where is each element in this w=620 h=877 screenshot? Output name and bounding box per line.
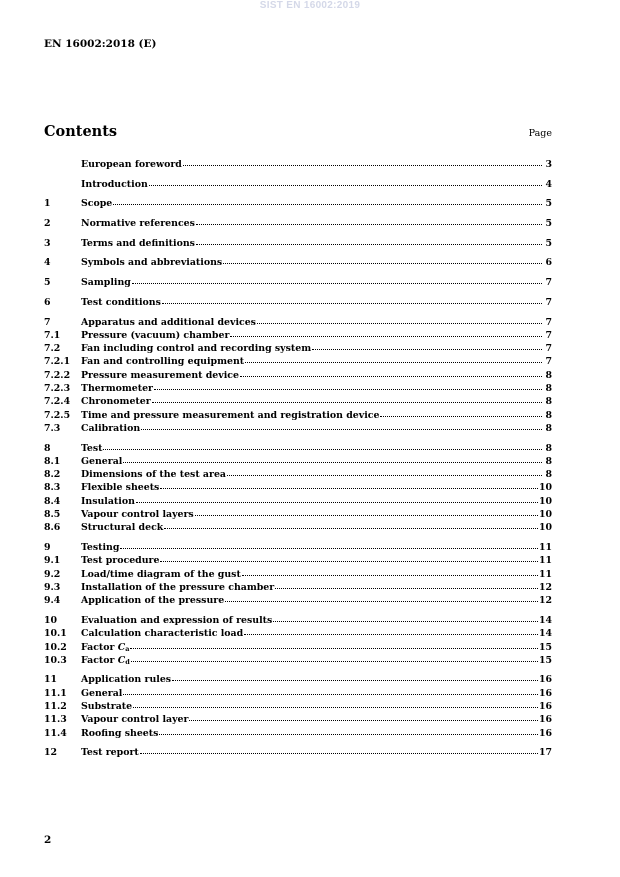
toc-leader-dots: [133, 698, 538, 708]
toc-entry[interactable]: [44, 441, 552, 454]
toc-entry-title: Pressure (vacuum) chamber: [81, 329, 230, 341]
toc-entry-page: 11: [538, 555, 552, 567]
toc-entry-title: Calculation characteristic load: [81, 628, 244, 640]
toc-entry[interactable]: [44, 295, 552, 308]
toc-entry[interactable]: [44, 196, 552, 209]
toc-entry-title: Load/time diagram of the gust: [81, 568, 241, 580]
footer-page-number: 2: [44, 834, 52, 846]
toc-entry-number: 10: [44, 614, 58, 626]
toc-entry-number: 9.3: [44, 581, 61, 593]
toc-entry-title: Chronometer: [81, 396, 151, 408]
toc-entry-page: 7: [545, 296, 552, 308]
toc-entry[interactable]: [44, 394, 552, 407]
toc-entry-number: 7.2: [44, 343, 61, 355]
toc-entry[interactable]: [44, 686, 552, 699]
toc-leader-dots: [160, 479, 538, 489]
toc-entry-symbol: C: [117, 654, 126, 666]
toc-entry-subscript: a: [125, 644, 130, 653]
toc-leader-dots: [196, 215, 542, 225]
toc-entry-title: Test procedure: [81, 555, 160, 567]
toc-entry-page: 3: [545, 159, 552, 170]
toc-leader-dots: [131, 652, 538, 662]
toc-entry-number: 9.1: [44, 555, 61, 567]
toc-entry-title: Factor $C_a$: [81, 641, 130, 653]
toc-leader-dots: [312, 340, 542, 350]
toc-entry-page: 10: [538, 482, 552, 494]
toc-entry[interactable]: [44, 593, 552, 606]
toc-entry-page: 5: [545, 218, 552, 230]
toc-entry-page: 6: [545, 257, 552, 269]
toc-entry-number: 7.2.2: [44, 369, 71, 381]
toc-entry-page: 5: [545, 198, 552, 210]
toc-leader-dots: [103, 440, 542, 450]
toc-entry-number: 10.1: [44, 628, 67, 640]
toc-entry[interactable]: [44, 640, 552, 653]
page-column-label: Page: [528, 128, 552, 139]
toc-entry-page: 16: [538, 701, 552, 713]
toc-entry[interactable]: [44, 341, 552, 354]
toc-entry-number: 8.4: [44, 495, 61, 507]
toc-entry-number: 3: [44, 237, 51, 249]
toc-entry[interactable]: [44, 553, 552, 566]
toc-entry[interactable]: [44, 613, 552, 626]
toc-entry-title: Time and pressure measurement and registration device: [81, 409, 380, 421]
toc-entry-page: 15: [538, 654, 552, 666]
toc-entry-page: 10: [538, 509, 552, 521]
toc-entry-title: Installation of the pressure chamber: [81, 581, 275, 593]
toc-entry-page: 7: [545, 277, 552, 289]
toc-leader-dots: [275, 579, 538, 589]
toc-entry-page: 10: [538, 522, 552, 534]
toc-entry[interactable]: [44, 275, 552, 288]
toc-entry[interactable]: [44, 653, 552, 666]
toc-entry-title: Testing: [81, 542, 120, 554]
toc-entry[interactable]: [44, 157, 552, 170]
toc-entry-page: 16: [538, 714, 552, 726]
toc-entry-page: 8: [545, 442, 552, 454]
toc-entry-number: 4: [44, 257, 51, 269]
toc-entry-page: 7: [545, 356, 552, 368]
toc-entry[interactable]: [44, 368, 552, 381]
toc-entry-title: General: [81, 455, 123, 467]
toc-entry[interactable]: [44, 745, 552, 758]
toc-leader-dots: [141, 420, 542, 430]
toc-entry-title: Test: [81, 442, 103, 454]
toc-entry[interactable]: [44, 328, 552, 341]
toc-entry[interactable]: [44, 494, 552, 507]
toc-entry[interactable]: [44, 626, 552, 639]
toc-entry-page: 7: [545, 329, 552, 341]
toc-leader-dots: [149, 176, 542, 186]
toc-entry-page: 14: [538, 614, 552, 626]
toc-entry[interactable]: [44, 699, 552, 712]
toc-entry-title: Insulation: [81, 495, 135, 507]
toc-entry-title: Scope: [81, 198, 113, 210]
toc-entry-title: European foreword: [81, 159, 182, 170]
toc-entry-page: 8: [545, 422, 552, 434]
toc-entry-title: Test report: [81, 747, 139, 759]
toc-entry-number: 9: [44, 542, 51, 554]
toc-entry-number: 7: [44, 316, 51, 328]
toc-entry-number: 11.1: [44, 687, 67, 699]
toc-leader-dots: [225, 592, 538, 602]
toc-entry-title: General: [81, 687, 123, 699]
toc-entry-page: 8: [545, 409, 552, 421]
toc-entry-title: Test conditions: [81, 296, 161, 308]
toc-leader-dots: [154, 380, 542, 390]
toc-entry-page: 8: [545, 396, 552, 408]
toc-entry-number: 7.1: [44, 329, 61, 341]
toc-entry-number: 8: [44, 442, 51, 454]
toc-entry-number: 9.2: [44, 568, 61, 580]
toc-leader-dots: [227, 466, 542, 476]
toc-entry-number: 8.2: [44, 469, 61, 481]
toc-leader-dots: [120, 539, 538, 549]
toc-entry-page: 12: [538, 595, 552, 607]
toc-entry[interactable]: [44, 216, 552, 229]
toc-entry-page: 17: [538, 747, 552, 759]
toc-entry[interactable]: [44, 408, 552, 421]
toc-entry[interactable]: [44, 540, 552, 553]
toc-entry[interactable]: [44, 421, 552, 434]
toc-leader-dots: [196, 235, 542, 245]
toc-entry-number: 1: [44, 198, 51, 210]
toc-entry-title: Symbols and abbreviations: [81, 257, 223, 269]
toc-entry-page: 12: [538, 581, 552, 593]
toc-entry-title: Application rules: [81, 674, 172, 686]
toc-entry[interactable]: [44, 255, 552, 268]
toc-leader-dots: [132, 274, 542, 284]
toc-entry-title: Vapour control layer: [81, 714, 189, 726]
toc-entry-number: 7.2.3: [44, 382, 71, 394]
toc-entry-title: Sampling: [81, 277, 131, 289]
toc-entry-number: 7.2.5: [44, 409, 71, 421]
toc-leader-dots: [123, 453, 542, 463]
toc-entry-subscript: d: [125, 657, 130, 666]
toc-leader-dots: [230, 327, 542, 337]
toc-leader-dots: [223, 254, 542, 264]
toc-entry-title: Evaluation and expression of results: [81, 614, 273, 626]
toc-entry-title: Terms and definitions: [81, 237, 195, 249]
toc-leader-dots: [164, 519, 538, 529]
toc-entry[interactable]: [44, 520, 552, 533]
toc-entry-number: 7.2.4: [44, 396, 71, 408]
toc-leader-dots: [273, 612, 538, 622]
toc-entry[interactable]: [44, 507, 552, 520]
toc-entry-number: 8.5: [44, 509, 61, 521]
toc-entry-number: 11.2: [44, 701, 67, 713]
toc-entry-page: 10: [538, 495, 552, 507]
toc-entry-title: Application of the pressure: [81, 595, 225, 607]
toc-entry-page: 16: [538, 727, 552, 739]
toc-entry[interactable]: [44, 467, 552, 480]
toc-entry[interactable]: [44, 480, 552, 493]
toc-leader-dots: [113, 195, 542, 205]
toc-entry-number: 8.6: [44, 522, 61, 534]
toc-entry-number: 12: [44, 747, 58, 759]
toc-leader-dots: [159, 725, 538, 735]
toc-entry-number: 11: [44, 674, 58, 686]
toc-entry-title: Pressure measurement device: [81, 369, 239, 381]
toc-entry[interactable]: [44, 567, 552, 580]
toc-entry-title: Thermometer: [81, 382, 153, 394]
toc-entry-title: Structural deck: [81, 522, 164, 534]
toc-entry-title: Apparatus and additional devices: [81, 316, 256, 328]
toc-entry[interactable]: [44, 726, 552, 739]
toc-entry[interactable]: [44, 454, 552, 467]
toc-entry-title: Flexible sheets: [81, 482, 160, 494]
toc-entry-number: 11.3: [44, 714, 67, 726]
toc-leader-dots: [242, 566, 538, 576]
toc-leader-dots: [183, 156, 542, 166]
toc-entry-page: 7: [545, 343, 552, 355]
toc-entry-page: 8: [545, 369, 552, 381]
toc-entry-page: 8: [545, 382, 552, 394]
toc-entry-page: 15: [538, 641, 552, 653]
toc-entry-page: 8: [545, 469, 552, 481]
toc-leader-dots: [195, 506, 538, 516]
toc-leader-dots: [140, 744, 538, 754]
toc-entry[interactable]: [44, 580, 552, 593]
toc-leader-dots: [123, 685, 538, 695]
document-id: EN 16002:2018 (E): [44, 38, 157, 50]
toc-entry-title: Fan and controlling equipment: [81, 356, 245, 368]
toc-entry-title: Factor $C_d$: [81, 654, 130, 666]
toc-leader-dots: [152, 393, 542, 403]
toc-entry-title: Fan including control and recording system: [81, 343, 312, 355]
toc-entry-number: 10.3: [44, 654, 67, 666]
toc-entry-number: 5: [44, 277, 51, 289]
toc-entry-number: 7.3: [44, 422, 61, 434]
toc-leader-dots: [130, 639, 538, 649]
toc-entry-page: 7: [545, 316, 552, 328]
toc-entry-page: 5: [545, 237, 552, 249]
toc-entry-page: 16: [538, 674, 552, 686]
toc-entry-number: 8.1: [44, 455, 61, 467]
toc-entry-symbol: C: [117, 641, 126, 653]
toc-entry[interactable]: [44, 177, 552, 190]
toc-leader-dots: [257, 314, 542, 324]
toc-entry-title: Introduction: [81, 178, 148, 190]
watermark: SIST EN 16002:2019: [259, 0, 361, 11]
toc-leader-dots: [162, 294, 542, 304]
toc-entry-page: 11: [538, 568, 552, 580]
toc-entry-number: 9.4: [44, 595, 61, 607]
toc-entry-page: 11: [538, 542, 552, 554]
toc-entry-page: 4: [545, 178, 552, 190]
toc-leader-dots: [136, 493, 538, 503]
toc-entry[interactable]: [44, 354, 552, 367]
toc-entry-title: Substrate: [81, 701, 133, 713]
toc-entry-page: 8: [545, 455, 552, 467]
toc-entry-number: 11.4: [44, 727, 67, 739]
contents-heading: Contents: [44, 123, 118, 140]
toc-leader-dots: [244, 625, 538, 635]
toc-entry[interactable]: [44, 672, 552, 685]
toc-leader-dots: [380, 407, 542, 417]
toc-entry-page: 14: [538, 628, 552, 640]
toc-leader-dots: [189, 711, 538, 721]
toc-entry-title: Roofing sheets: [81, 727, 159, 739]
table-of-contents: [44, 157, 552, 759]
toc-entry-number: 10.2: [44, 641, 67, 653]
toc-entry-title: Normative references: [81, 218, 195, 230]
toc-entry-number: 2: [44, 218, 51, 230]
toc-entry-number: 7.2.1: [44, 356, 71, 368]
toc-entry-title: Calibration: [81, 422, 141, 434]
toc-leader-dots: [240, 367, 542, 377]
toc-entry-number: 8.3: [44, 482, 61, 494]
toc-entry-title: Vapour control layers: [81, 509, 194, 521]
toc-entry-number: 6: [44, 296, 51, 308]
toc-entry-title: Dimensions of the test area: [81, 469, 226, 481]
toc-entry[interactable]: [44, 236, 552, 249]
toc-entry-page: 16: [538, 687, 552, 699]
toc-entry[interactable]: [44, 712, 552, 725]
toc-entry[interactable]: [44, 381, 552, 394]
toc-leader-dots: [172, 671, 538, 681]
toc-entry[interactable]: [44, 315, 552, 328]
toc-leader-dots: [160, 552, 538, 562]
toc-leader-dots: [245, 353, 542, 363]
